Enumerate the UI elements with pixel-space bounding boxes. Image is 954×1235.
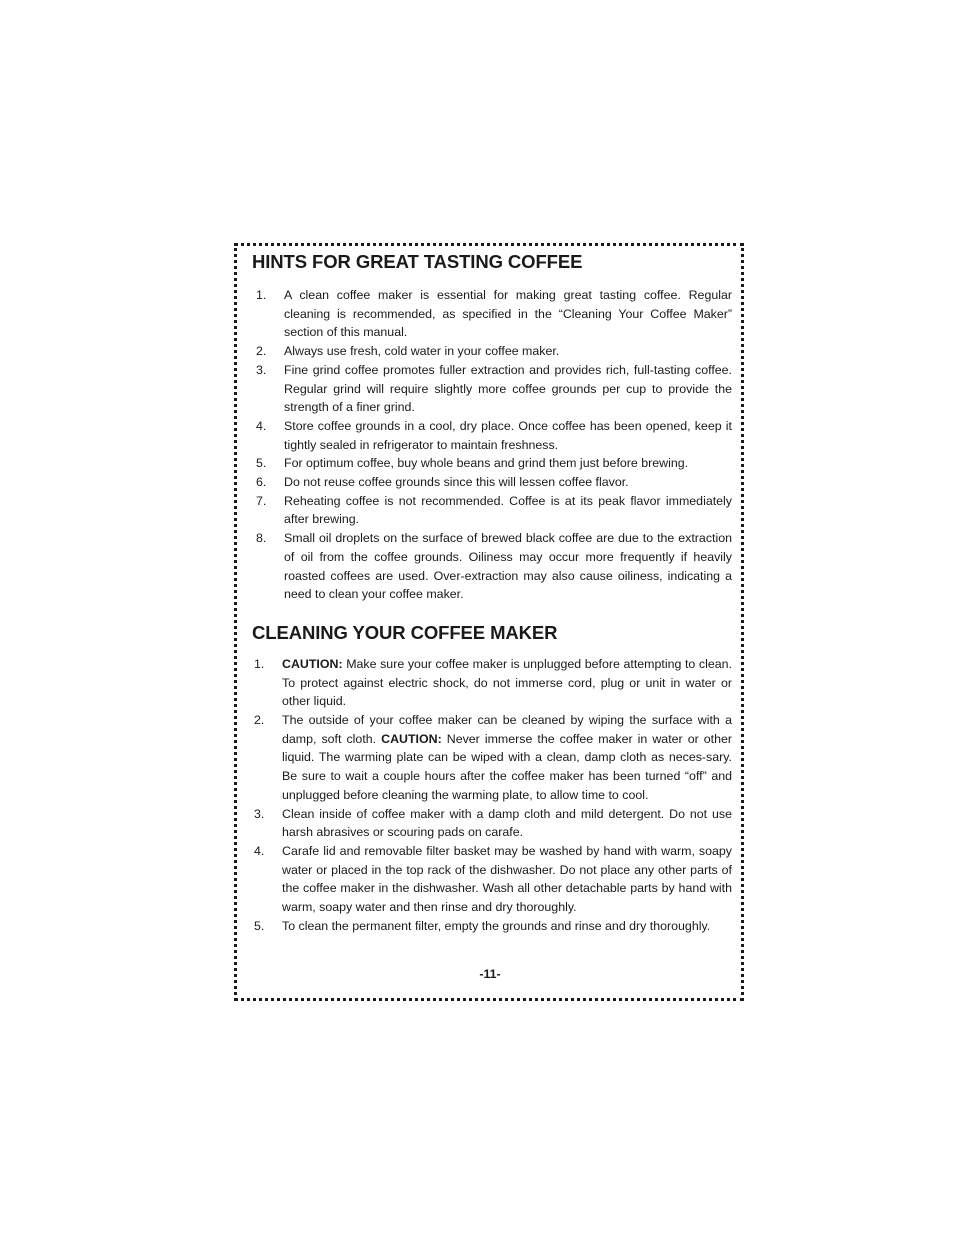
hints-list: [252, 286, 732, 604]
caution-label: CAUTION:: [282, 656, 343, 671]
item-text-cont: Never immerse the coffee maker in water or other liquid. The warming plate can be wiped with a clean, damp cloth as neces-sary. Be sure to wait a couple hours after the coffee maker has been turned “off” and unplugged before cleaning the warming plate, to allow time to cool.: [282, 731, 732, 802]
item-text: Small oil droplets on the surface of brewed black coffee are due to the extraction of oil from the coffee grounds. Oiliness may occur more frequently if heavily roasted coffees are used. Over-extraction may also cause oiliness, indicating a need to clean your coffee maker.: [284, 531, 732, 602]
list-item: 6. Do not reuse coffee grounds since this will lessen coffee flavor.: [256, 475, 629, 490]
list-item: 5. For optimum coffee, buy whole beans and grind them just before brewing.: [256, 456, 689, 471]
list-item: 4. Store coffee grounds in a cool, dry place. Once coffee has been opened, keep it tightly sealed in refrigerator to maintain freshness.: [256, 418, 732, 452]
list-item: 3. Fine grind coffee promotes fuller extraction and provides rich, full-tasting coffee. Regular grind will require slightly more coffee grounds per cup to provide the strength of a finer grind.: [256, 362, 732, 415]
item-text: To clean the permanent filter, empty the grounds and rinse and dry thoroughly.: [282, 918, 711, 933]
section-title-hints: HINTS FOR GREAT TASTING COFFEE: [252, 251, 583, 272]
page-content: [252, 250, 732, 936]
list-item: 1. CAUTION: Make sure your coffee maker is unplugged before attempting to clean. To protect against electric shock, do not immerse cord, plug or unit in water or other liquid.: [254, 656, 732, 709]
section-title-cleaning: CLEANING YOUR COFFEE MAKER: [252, 621, 558, 643]
list-item: 4. Carafe lid and removable filter basket may be washed by hand with warm, soapy water or placed in the top rack of the dishwasher. Do not place any other parts of the coffee maker in the dishwasher. Wash all other detachable parts by hand with warm, soapy water and then rinse and dry thoroughly.: [254, 843, 732, 915]
item-text: The outside of your coffee maker can be cleaned by wiping the surface with a damp, soft cloth.: [282, 713, 732, 746]
caution-label: CAUTION:: [381, 731, 442, 746]
cleaning-list: [252, 655, 732, 936]
item-text: Fine grind coffee promotes fuller extraction and provides rich, full-tasting coffee. Regular grind will require slightly more coffee grounds per cup to provide the strength of a finer grind.: [284, 362, 732, 415]
item-text: For optimum coffee, buy whole beans and grind them just before brewing.: [284, 456, 689, 471]
item-text: A clean coffee maker is essential for making great tasting coffee. Regular cleaning is recommended, as specified in the “Cleaning Your Coffee Maker” section of this manual.: [284, 288, 732, 340]
page-number: -11-: [479, 967, 501, 981]
list-item: 2. Always use fresh, cold water in your coffee maker.: [256, 344, 560, 359]
list-item: 1. A clean coffee maker is essential for making great tasting coffee. Regular cleaning is recommended, as specified in the “Cleaning Your Coffee Maker” section of this manual.: [256, 288, 732, 340]
item-text: Always use fresh, cold water in your coffee maker.: [284, 344, 560, 359]
item-text: Clean inside of coffee maker with a damp cloth and mild detergent. Do not use harsh abrasives or scouring pads on carafe.: [282, 806, 732, 840]
list-item: 8. Small oil droplets on the surface of brewed black coffee are due to the extraction of oil from the coffee grounds. Oiliness may occur more frequently if heavily roasted coffees are used. Over-extraction may also cause oiliness, indicating a need to clean your coffee maker.: [256, 531, 732, 602]
item-text: Reheating coffee is not recommended. Coffee is at its peak flavor immediately after brewing.: [284, 493, 732, 527]
item-text: Do not reuse coffee grounds since this will lessen coffee flavor.: [284, 475, 629, 490]
item-text: Carafe lid and removable filter basket may be washed by hand with warm, soapy water or placed in the top rack of the dishwasher. Do not place any other parts of the coffee maker in the dishwasher. Wash all other detachable parts by hand with warm, soapy water and then rinse and dry thoroughly.: [282, 843, 732, 915]
item-text: Store coffee grounds in a cool, dry place. Once coffee has been opened, keep it tightly sealed in refrigerator to maintain freshness.: [284, 418, 732, 452]
item-text: Make sure your coffee maker is unplugged before attempting to clean. To protect against electric shock, do not immerse cord, plug or unit in water or other liquid.: [282, 656, 732, 709]
list-item: 5. To clean the permanent filter, empty the grounds and rinse and dry thoroughly.: [254, 918, 711, 933]
list-item: 2. The outside of your coffee maker can be cleaned by wiping the surface with a damp, soft cloth. CAUTION: Never immerse the coffee maker in water or other liquid. The warming plate can be wiped with a clean, damp cloth as neces-sary. Be sure to wait a couple hours after the coffee maker has been turned “off” and unplugged before cleaning the warming plate, to allow time to cool.: [254, 713, 732, 802]
list-item: 3. Clean inside of coffee maker with a damp cloth and mild detergent. Do not use harsh abrasives or scouring pads on carafe.: [254, 806, 732, 840]
list-item: 7. Reheating coffee is not recommended. Coffee is at its peak flavor immediately after brewing.: [256, 493, 732, 527]
